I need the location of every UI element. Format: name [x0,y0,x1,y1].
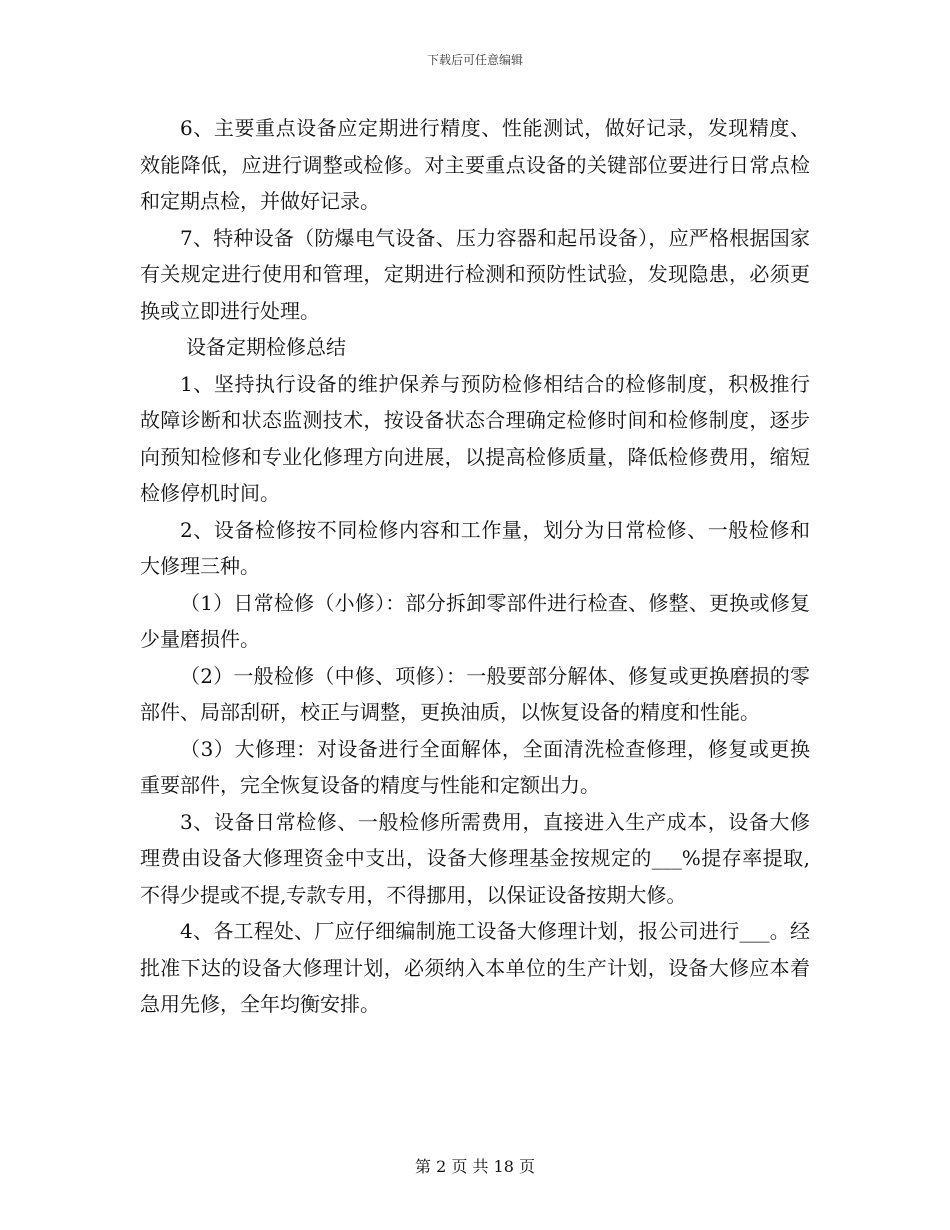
paragraph-subitem-3: （3）大修理：对设备进行全面解体，全面清洗检查修理，修复或更换重要部件，完全恢复设备的精度与性能和定额出力。 [140,736,810,797]
paragraph-item-6: 6、主要重点设备应定期进行精度、性能测试，做好记录，发现精度、效能降低，应进行调整或检修。对主要重点设备的关键部位要进行日常点检和定期点检，并做好记录。 [140,116,810,213]
paragraph-item-2: 2、设备检修按不同检修内容和工作量，划分为日常检修、一般检修和大修理三种。 [140,517,810,578]
paragraph-item-4: 4、各工程处、厂应仔细编制施工设备大修理计划，报公司进行___。经批准下达的设备大修理计划，必须纳入本单位的生产计划，设备大修应本着急用先修，全年均衡安排。 [140,919,810,1016]
section-heading: 设备定期检修总结 [186,335,346,359]
paragraph-item-3: 3、设备日常检修、一般检修所需费用，直接进入生产成本，设备大修理费由设备大修理资金中支出，设备大修理基金按规定的___%提存率提取,不得少提或不提,专款专用，不得挪用，以保证设备按期大修。 [140,809,810,907]
paragraph-item-7: 7、特种设备（防爆电气设备、压力容器和起吊设备），应严格根据国家有关规定进行使用和管理，定期进行检测和预防性试验，发现隐患，必须更换或立即进行处理。 [140,225,810,323]
paragraph-item-1: 1、坚持执行设备的维护保养与预防检修相结合的检修制度，积极推行故障诊断和状态监测技术，按设备状态合理确定检修时间和检修制度，逐步向预知检修和专业化修理方向进展，以提高检修质量，降低检修费用，缩短检修停机时间。 [140,371,810,505]
paragraph-subitem-1: （1）日常检修（小修）：部分拆卸零部件进行检查、修整、更换或修复少量磨损件。 [140,590,810,651]
document-body [140,110,810,1023]
page-header-note: 下载后可任意编辑 [426,53,523,67]
paragraph-subitem-2: （2）一般检修（中修、项修）：一般要部分解体、修复或更换磨损的零部件、局部刮研，校正与调整，更换油质，以恢复设备的精度和性能。 [140,663,810,724]
page-number: 第 2 页 共 18 页 [415,1157,535,1176]
